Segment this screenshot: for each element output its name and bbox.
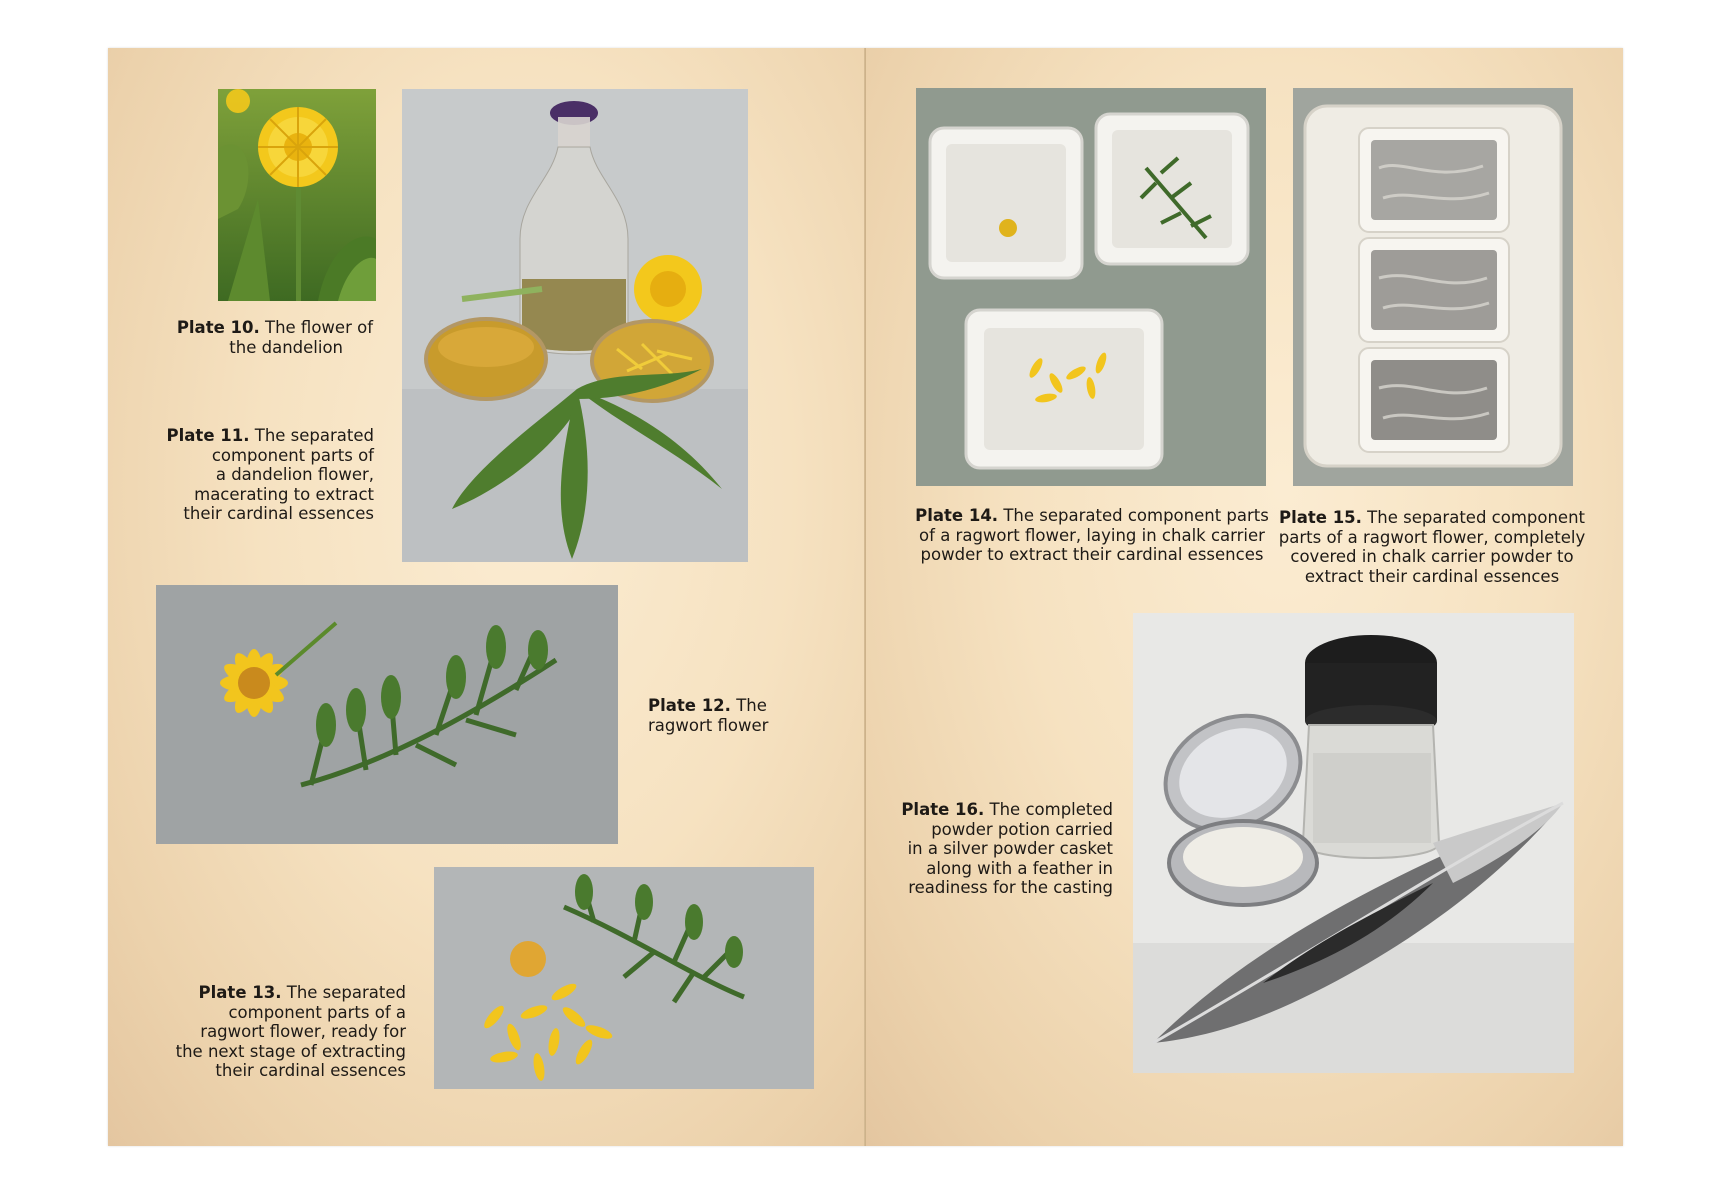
plate-11-line-5: their cardinal essences (183, 504, 374, 523)
plate-13-label: Plate 13. (198, 983, 282, 1002)
plate-14-photo (916, 88, 1266, 486)
plate-11-caption (148, 426, 374, 524)
plate-15-caption (1276, 508, 1588, 586)
plate-15-line-1: The separated component (1367, 508, 1586, 527)
plate-16-caption (886, 800, 1113, 898)
plate-11-line-1: The separated (254, 426, 374, 445)
plate-10-label: Plate 10. (176, 318, 260, 337)
plate-14-line-2: of a ragwort flower, laying in chalk carrier (919, 525, 1265, 545)
plate-14-line-1: The separated component parts (1003, 506, 1269, 525)
plate-16-line-2: powder potion carried (931, 819, 1113, 839)
plate-14-label: Plate 14. (915, 506, 999, 525)
plate-13-photo (434, 867, 814, 1089)
plate-14-line-3: powder to extract their cardinal essences (920, 545, 1264, 564)
plate-11-photo (402, 89, 748, 562)
right-page (866, 48, 1623, 1146)
plate-11-line-2: component parts of (211, 445, 374, 465)
plate-13-line-4: the next stage of extracting (175, 1041, 406, 1061)
plate-15-line-2: parts of a ragwort flower, completely (1278, 527, 1586, 547)
plate-13-caption (168, 983, 406, 1081)
plate-12-caption (648, 696, 828, 735)
plate-15-label: Plate 15. (1278, 508, 1362, 527)
book-spread (108, 48, 1623, 1146)
plate-16-line-5: readiness for the casting (908, 878, 1113, 897)
plate-12-label: Plate 12. (648, 696, 731, 715)
plate-10-line-2: the dandelion (229, 337, 343, 357)
plate-14-caption (912, 506, 1272, 565)
plate-16-line-4: along with a feather in (926, 858, 1113, 878)
plate-11-label: Plate 11. (166, 426, 250, 445)
plate-10-line-1: The flower of (265, 318, 373, 337)
plate-13-line-1: The separated (286, 983, 406, 1002)
plate-15-line-4: extract their cardinal essences (1304, 566, 1560, 586)
plate-12-line-1: The (736, 696, 767, 715)
plate-13-line-2: component parts of a (228, 1002, 406, 1022)
plate-16-photo (1133, 613, 1574, 1073)
plate-12-line-2: ragwort flower (648, 715, 769, 735)
plate-16-label: Plate 16. (901, 800, 985, 819)
plate-10-photo (218, 89, 376, 301)
plate-16-line-1: The completed (989, 800, 1113, 819)
left-page (108, 48, 865, 1146)
plate-13-line-5: their cardinal essences (215, 1061, 406, 1080)
plate-15-photo (1293, 88, 1573, 486)
plate-13-line-3: ragwort flower, ready for (200, 1022, 406, 1041)
plate-16-line-3: in a silver powder casket (907, 839, 1113, 858)
plate-11-line-4: macerating to extract (194, 484, 374, 504)
plate-12-photo (156, 585, 618, 844)
plate-11-line-3: a dandelion flower, (215, 465, 374, 484)
plate-15-line-3: covered in chalk carrier powder to (1290, 547, 1574, 566)
plate-10-caption (168, 318, 373, 357)
